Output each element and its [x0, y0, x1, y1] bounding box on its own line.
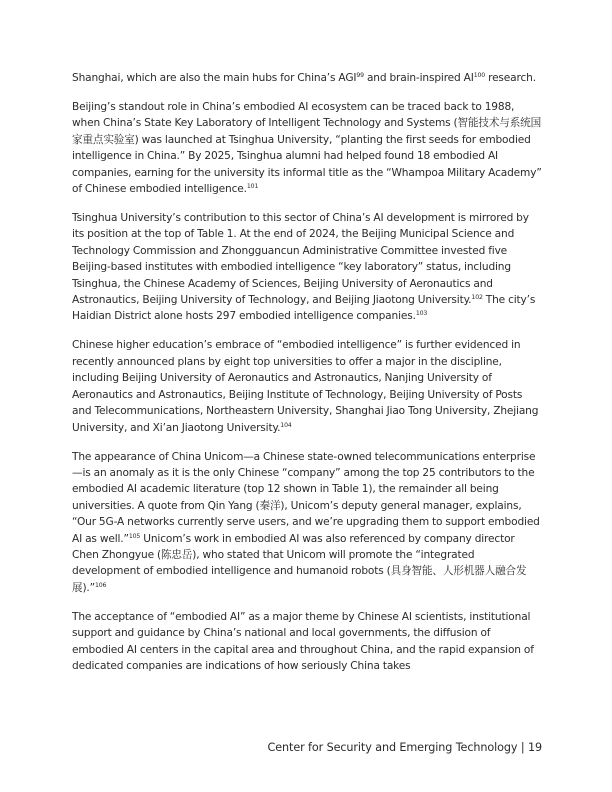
paragraph-4: Chinese higher education’s embrace of “embodied intelligence” is further evidenced in recently announced plans by eight top universities to offer a major in the discipline, including Beijing University of Aeronautics and Astronautics, Nanjing University of Aeronautics and Astronautics, Beijing Institute of Technology, Beijing University of Posts and Telecommunications, Northeastern University, Shanghai Jiao Tong University, Zhejiang University, and Xi’an Jiaotong University.$^{104}$	[72, 339, 539, 434]
page-footer: Center for Security and Emerging Technology | 19	[267, 741, 542, 754]
paragraph-2: Beijing’s standout role in China’s embodied AI ecosystem can be traced back to 1988, when China’s State Key Laboratory of Intelligent Technology and Systems (智能技术与系统国家重点实验室) was launched at Tsinghua University, “planting the first seeds for embodied intelligence in China.” By 2025, Tsinghua alumni had helped found 18 embodied AI companies, earning for the university its informal title as the “Whampoa Military Academy” of Chinese embodied intelligence.$^{101}$	[72, 101, 542, 196]
paragraph-6: The acceptance of “embodied AI” as a major theme by Chinese AI scientists, institutional support and guidance by China’s national and local governments, the diffusion of embodied AI centers in the capital area and throughout China, and the rapid expansion of dedicated companies are indications of how seriously China takes	[72, 610, 534, 672]
paragraph-3: Tsinghua University’s contribution to this sector of China’s AI development is mirrored by its position at the top of Table 1. At the end of 2024, the Beijing Municipal Science and Technology Commission and Zhongguancun Administrative Committee invested five Beijing-based institutes with embodied intelligence “key laboratory” status, including Tsinghua, the Chinese Academy of Sciences, Beijing University of Aeronautics and Astronautics, Beijing University of Technology, and Beijing Jiaotong University.$^{102}$ The city’s Haidian District alone hosts 297 embodied intelligence companies.$^{103}$	[72, 212, 536, 323]
paragraph-5: The appearance of China Unicom—a Chinese state-owned telecommunications enterprise—is an anomaly as it is the only Chinese “company” among the top 25 contributors to the embodied AI academic literature (top 12 shown in Table 1), the remainder all being universities. A quote from Qin Yang (秦洋), Unicom’s deputy general manager, explains, “Our 5G-A networks currently serve users, and we’re upgrading them to support embodied AI as well.”$^{105}$ Unicom’s work in embodied AI was also referenced by company director Chen Zhongyue (陈忠岳), who stated that Unicom will promote the “integrated development of embodied intelligence and humanoid robots (具身智能、人形机器人融合发展).”$^{106}$	[72, 450, 540, 594]
paragraph-1: Shanghai, which are also the main hubs for China’s AGI$^{99}$ and brain-inspired AI$^{100}$ research.	[72, 72, 536, 84]
body-text	[72, 70, 542, 687]
